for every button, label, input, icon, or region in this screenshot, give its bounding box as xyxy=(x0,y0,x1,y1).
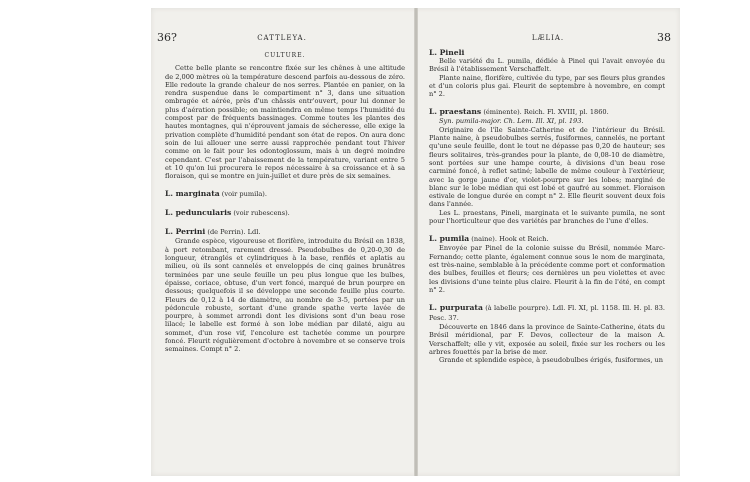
left-running-title: CATTLEYA. xyxy=(257,34,307,42)
pineli-paragraph: Belle variété du L. pumila, dédiée à Pinel qui l'avait envoyée du Brésil à l'établissement Verschaffelt. xyxy=(429,57,665,74)
pineli-paragraph-2: Plante naine, florifère, cultivée du type, par ses fleurs plus grandes et d'un coloris plus gai. Fleurit de septembre à novembre, en compt n° 2. xyxy=(429,73,665,99)
entry-purpurata xyxy=(429,303,665,364)
purpurata-paragraph: Découverte en 1846 dans la province de Sainte-Catherine, états du Brésil méridional, par F. Devos, collecteur de la maison A. Verschaffelt; elle y vit, exposée au soleil, fixée sur les rochers ou les arbres fouettés par la brise de mer. xyxy=(429,323,665,357)
pumila-paragraph: Envoyée par Pinel de la colonie suisse du Brésil, nommée Marc-Fernando; cette plante, également connue sous le nom de marginata, est très-naine, semblable à la précédente comme port et conformation des bulbes, feuilles et fleurs; ces dernières un peu violettes et avec les divisions d'une teinte plus claire. Fleurit à la fin de l'été, en compt n° 2. xyxy=(429,244,665,294)
entry-ref-peduncularis: (voir rubescens). xyxy=(233,209,290,218)
entry-ref-purpurata: (à labelle pourpre). Ldl. Fl. XI, pl. 1158. Ill. H. pl. 83. Pesc. 37. xyxy=(429,304,665,323)
right-page-body xyxy=(429,48,665,365)
entry-ref-praestans: (éminente). Reich. Fl. XVIII, pl. 1860. xyxy=(483,108,609,117)
right-page xyxy=(419,8,677,476)
section-heading-culture: CULTURE. xyxy=(264,52,306,59)
scanned-book-spread xyxy=(151,8,680,476)
right-running-title: LÆLIA. xyxy=(531,34,565,42)
entry-title-pumila: L. pumila xyxy=(429,234,470,244)
entry-marginata xyxy=(165,189,405,199)
entry-peduncularis xyxy=(165,208,405,218)
praestans-synonym: Syn. pumila-major. Ch. Lem. Ill. XI, pl. 193. xyxy=(439,117,584,126)
entry-ref-pumila: (naine). Hook et Reich. xyxy=(471,235,549,244)
entry-pumila xyxy=(429,234,665,294)
entry-title-peduncularis: L. peduncularis xyxy=(165,208,232,218)
right-page-number: 38 xyxy=(657,31,671,44)
entry-title-marginata: L. marginata xyxy=(165,189,220,199)
right-running-head xyxy=(425,32,671,44)
perrini-paragraph: Grande espèce, vigoureuse et florifère, introduite du Brésil en 1838, à port retombant, rarement dressé. Pseudobulbes de 0,20-0,30 de longueur, étranglés et cylindriques à la base, renflés et aplatis au milieu, où ils sont cannelés et enveloppés de cinq gaines brunâtres terminées par une seule feuille un peu plus longue que les bulbes, épaisse, coriace, obtuse, d'un vert foncé, marqué de brun pourpre en dessous; quelquefois il se développe une seconde feuille plus courte. Fleurs de 0,12 à 14 de diamètre, au nombre de 3-5, portées par un pédoncule robuste, sortant d'une grande spathe verte lavée de pourpre, à sommet arrondi dont les divisions sont d'un beau rose lilacé; le labelle est formé à son lobe médian par dilaté, aigu au sommet, d'un rose vif, l'encolure est tachetée comme un pourpre foncé. Fleurit régulièrement d'octobre à novembre et se conserve trois semaines. Compt n° 2. xyxy=(165,237,405,354)
entry-title-praestans: L. praestans xyxy=(429,107,482,117)
left-page-body xyxy=(165,48,405,354)
entry-ref-marginata: (voir pumila). xyxy=(221,190,267,199)
entry-pineli xyxy=(429,48,665,98)
book-gutter xyxy=(414,8,418,476)
entry-title-perrini: L. Perrini xyxy=(165,227,206,237)
purpurata-paragraph-2: Grande et splendide espèce, à pseudobulbes érigés, fusiformes, un xyxy=(439,356,664,365)
culture-paragraph: Cette belle plante se rencontre fixée sur les chênes à une altitude de 2,000 mètres où la température descend parfois au-dessous de zéro. Elle redoute la grande chaleur de nos serres. Plantée en panier, on la rendra suspendue dans le compartiment n° 3, dans une situation ombragée et aérée, près d'un châssis entr'ouvert, pour lui donner le plus d'aération possible; on maintiendra en même temps l'humidité du compost par de fréquents bassinages. Comme toutes les plantes des hautes montagnes, qui n'éprouvent jamais de sécheresse, elle exige la privation complète d'humidité pendant son état de repos. On aura donc soin de lui allouer une serre aussi rapprochée pendant tout l'hiver comme on le fait pour les odontoglossum, mais à un degré moindre cependant. C'est par l'abaissement de la température, variant entre 5 et 10 qu'on lui procurera le repos nécessaire à sa croissance et à sa floraison, qui se montre en juin-juillet et dure près de six semaines. xyxy=(165,64,405,181)
left-running-head xyxy=(157,32,407,44)
entry-perrini xyxy=(165,227,405,353)
left-page xyxy=(151,8,413,476)
praestans-paragraph: Originaire de l'île Sainte-Catherine et de l'intérieur du Brésil. Plante naine, à pseudobulbes serrés, fusiformes, cannelés, ne portant qu'une seule feuille, dont le tout ne dépasse pas 0,20 de hauteur; ses fleurs solitaires, très-grandes pour la plante, de 0,08-10 de diamètre, sont portées sur une hampe courte, à divisions d'un beau rose carminé foncé, à reflet satiné; labelle de même couleur à l'extérieur, avec la gorge jaune d'or, violet-pourpre sur les lobes; marginé de blanc sur le lobe médian qui est lobé et gaufré au sommet. Floraison estivale de longue durée en compt n° 2. Elle fleurit souvent deux fois dans l'année. xyxy=(429,125,665,209)
praestans-note: Les L. praestans, Pineli, marginata et le suivante pumila, ne sont pour l'horticulteur que des variétés par branches de l'une d'elles. xyxy=(429,208,665,226)
entry-title-purpurata: L. purpurata xyxy=(429,303,483,313)
entry-title-pineli: L. Pineli xyxy=(429,48,465,57)
left-page-number: 36? xyxy=(157,31,177,44)
entry-ref-perrini: (de Perrin). Ldl. xyxy=(207,228,261,237)
entry-praestans xyxy=(429,107,665,225)
